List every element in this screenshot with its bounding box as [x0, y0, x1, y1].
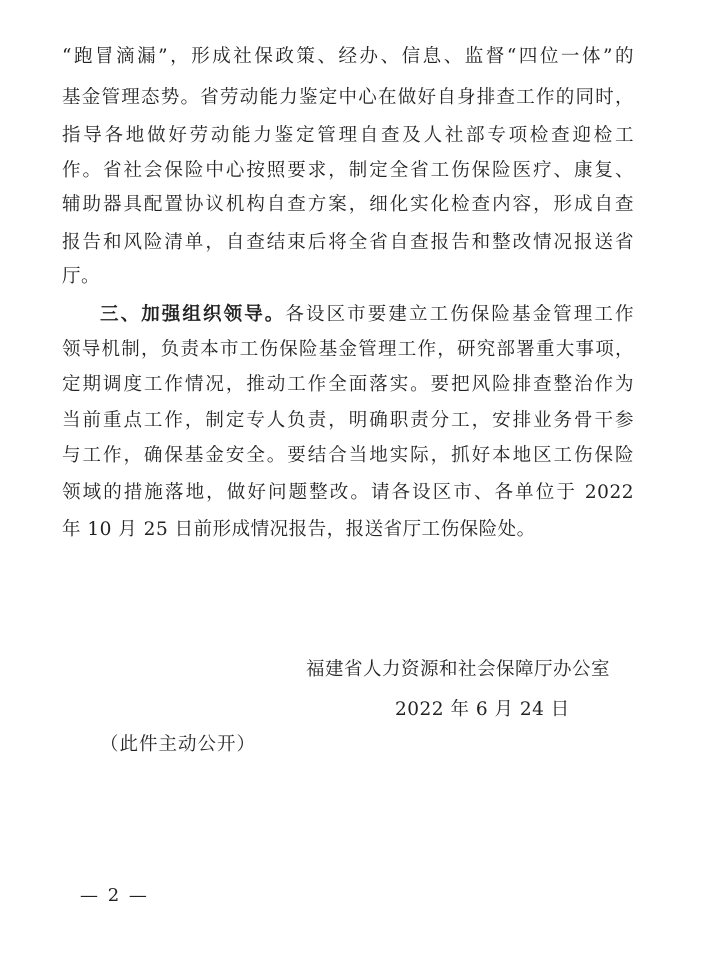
body-line: 基金管理态势。省劳动能力鉴定中心在做好自身排查工作的同时， — [62, 87, 634, 108]
body-line: 辅助器具配置协议机构自查方案，细化实化检查内容，形成自查 — [62, 194, 634, 215]
body-line: 指导各地做好劳动能力鉴定管理自查及人社部专项检查迎检工 — [62, 125, 634, 146]
body-line: 定期调度工作情况，推动工作全面落实。要把风险排查整治作为 — [62, 374, 634, 395]
section-first-line-text: 各设区市要建立工伤保险基金管理工作 — [285, 304, 634, 325]
section-heading: 三、加强组织领导。 — [100, 304, 286, 325]
page-number: — 2 — — [80, 885, 149, 906]
body-line: 作。省社会保险中心按照要求，制定全省工伤保险医疗、康复、 — [62, 160, 634, 181]
body-line: 领域的措施落地，做好问题整改。请各设区市、各单位于 2022 — [62, 482, 634, 503]
body-line: 报告和风险清单，自查结束后将全省自查报告和整改情况报送省 — [62, 232, 634, 253]
signature-organization: 福建省人力资源和社会保障厅办公室 — [306, 659, 611, 680]
body-line: 当前重点工作，制定专人负责，明确职责分工，安排业务骨干参 — [62, 410, 634, 431]
body-line: “跑冒滴漏”，形成社保政策、经办、信息、监督“四位一体”的 — [62, 46, 634, 67]
body-line: 年 10 月 25 日前形成情况报告，报送省厅工伤保险处。 — [62, 519, 536, 540]
section-first-line — [100, 300, 634, 330]
body-line: 与工作，确保基金安全。要结合当地实际，抓好本地区工伤保险 — [62, 445, 634, 466]
signature-date: 2022 年 6 月 24 日 — [395, 699, 570, 720]
body-line: 厅。 — [62, 266, 101, 287]
disclosure-note: （此件主动公开） — [100, 734, 257, 755]
body-line: 领导机制，负责本市工伤保险基金管理工作，研究部署重大事项， — [62, 339, 634, 360]
